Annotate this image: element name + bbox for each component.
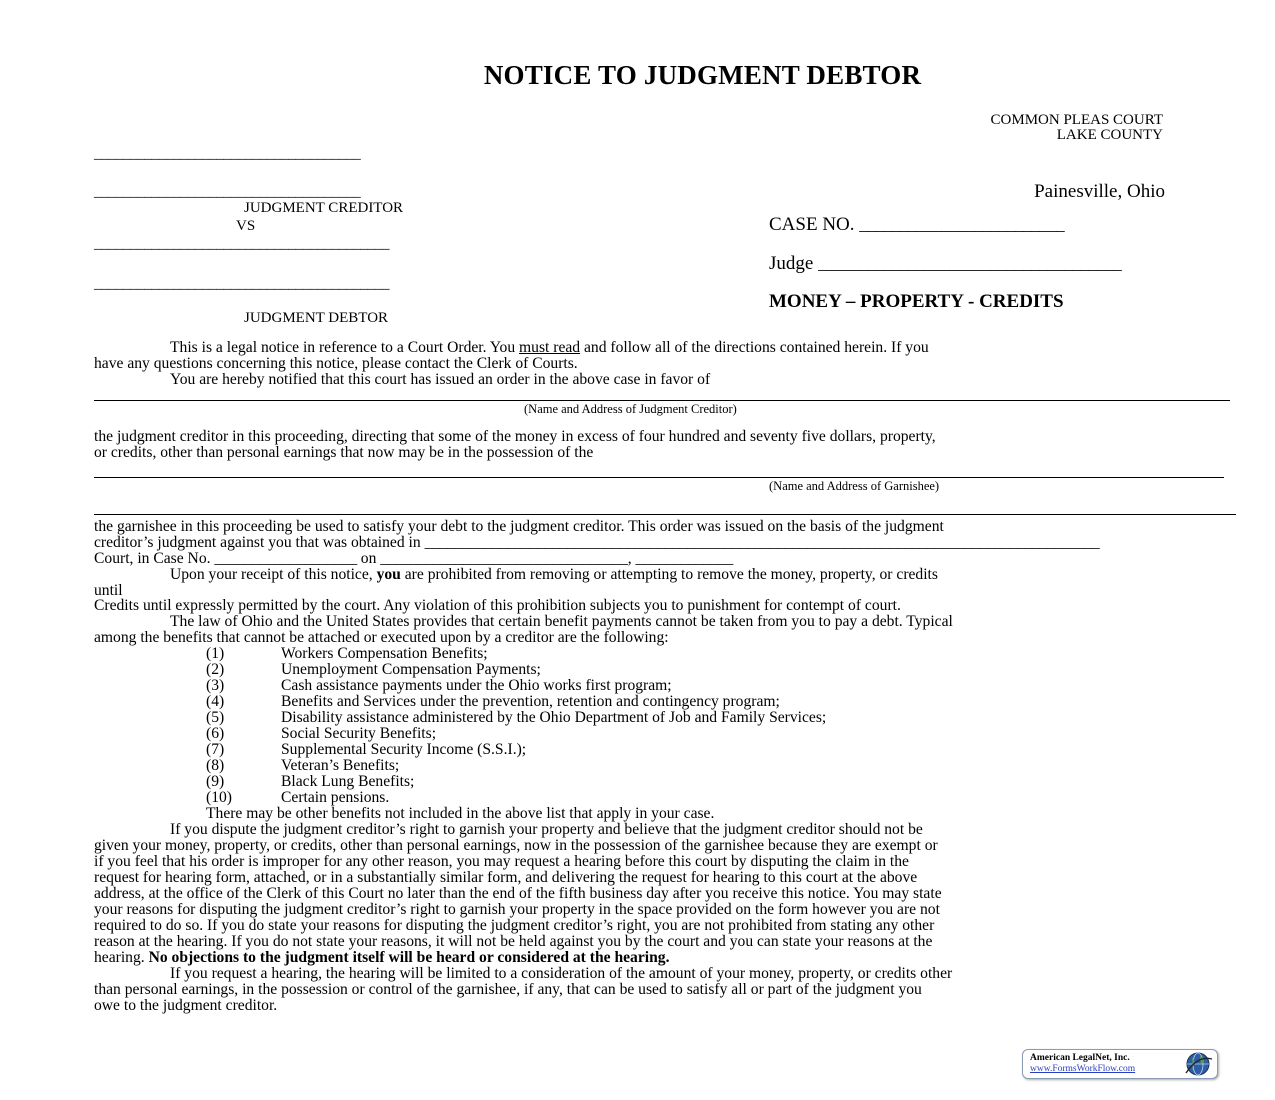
paragraph-5-line-3: Credits until expressly permitted by the court. Any violation of this prohibition subjects you to punishment for contempt of court. xyxy=(94,597,901,614)
document-title: NOTICE TO JUDGMENT DEBTOR xyxy=(483,60,922,90)
garnishee-address-line[interactable] xyxy=(94,514,1236,515)
judge-row xyxy=(769,253,1121,275)
paragraph-9-line-2: than personal earnings, in the possession or control of the garnishee, if any, that can be used to satisfy all or part of the judgment you xyxy=(94,981,922,998)
paragraph-3-line-2: or credits, other than personal earnings that now may be in the possession of the xyxy=(94,444,594,461)
publisher-name: American LegalNet, Inc. xyxy=(1030,1053,1130,1063)
debtor-name-blank[interactable]: _________________________________________ xyxy=(94,236,390,252)
court-name xyxy=(991,113,1163,143)
paragraph-6-line-1: The law of Ohio and the United States provides that certain benefit payments cannot be taken from you to pay a debt. Typical xyxy=(170,613,953,630)
judgment-debtor-label: JUDGMENT DEBTOR xyxy=(244,310,389,326)
paragraph-1-line-1: This is a legal notice in reference to a Court Order. You must read and follow all of the directions contained herein. If you xyxy=(170,339,929,356)
publisher-link[interactable]: www.FormsWorkFlow.com xyxy=(1030,1064,1136,1074)
list-item: (2) Unemployment Compensation Payments; xyxy=(206,661,541,678)
list-item: (7) Supplemental Security Income (S.S.I.); xyxy=(206,741,527,758)
paragraph-8-line-6: your reasons for disputing the judgment creditor’s right to garnish your property in the space provided on the form however you are not xyxy=(94,901,940,918)
creditor-name-blank[interactable]: _____________________________________ xyxy=(94,146,361,162)
must-read-emphasis: must read xyxy=(519,339,581,356)
paragraph-5-line-1: Upon your receipt of this notice, you are prohibited from removing or attempting to remove the money, property, or credits xyxy=(170,566,938,583)
paragraph-8-line-9: hearing. No objections to the judgment itself will be heard or considered at the hearing. xyxy=(94,949,670,966)
creditor-name-address-line[interactable] xyxy=(94,400,1230,401)
paragraph-4-line-2: creditor’s judgment against you that was obtained in __________________________________________________________________________________________ xyxy=(94,534,1100,551)
paragraph-6-line-2: among the benefits that cannot be attached or executed upon by a creditor are the following: xyxy=(94,629,669,646)
exempt-benefits-list xyxy=(206,646,826,806)
paragraph-8-line-2: given your money, property, or credits, other than personal earnings, now in the possession of the garnishee because they are exempt or xyxy=(94,837,938,854)
paragraph-9-line-3: owe to the judgment creditor. xyxy=(94,997,278,1014)
globe-icon xyxy=(1183,1051,1213,1077)
list-item: (3) Cash assistance payments under the Ohio works first program; xyxy=(206,677,672,694)
list-item: (9) Black Lung Benefits; xyxy=(206,773,415,790)
list-item: (8) Veteran’s Benefits; xyxy=(206,757,400,774)
judge-label: Judge xyxy=(769,253,814,274)
paragraph-4-line-3: Court, in Case No. ___________________ on _________________________________, _____________ xyxy=(94,550,733,567)
case-number-label: CASE NO. xyxy=(769,214,855,235)
judgment-date-blank[interactable]: _________________________________ xyxy=(380,550,628,567)
court-obtained-blank[interactable]: __________________________________________________________________________________________ xyxy=(424,534,1100,551)
garnishee-caption: (Name and Address of Garnishee) xyxy=(769,479,940,493)
paragraph-8-line-7: required to do so. If you do state your reasons for disputing the judgment creditor’s right, you are not prohibited from stating any other xyxy=(94,917,935,934)
debtor-address-blank[interactable]: _________________________________________ xyxy=(94,276,390,292)
case-number-blank[interactable]: _________________________ xyxy=(859,215,1065,234)
list-item: (6) Social Security Benefits; xyxy=(206,725,437,742)
court-location: Painesville, Ohio xyxy=(1034,181,1165,202)
paragraph-8-line-4: request for hearing form, attached, or in a substantially similar form, and delivering the request for hearing to this court at the above xyxy=(94,869,918,886)
versus-label: VS xyxy=(236,218,256,234)
judge-blank[interactable]: _____________________________________ xyxy=(818,254,1122,273)
list-item: (10) Certain pensions. xyxy=(206,789,390,806)
paragraph-7: There may be other benefits not included in the above list that apply in your case. xyxy=(206,805,715,822)
judgment-year-blank[interactable]: _____________ xyxy=(635,550,733,567)
paragraph-3-line-1: the judgment creditor in this proceeding, directing that some of the money in excess of four hundred and seventy five dollars, property, xyxy=(94,428,936,445)
paragraph-4-line-1: the garnishee in this proceeding be used to satisfy your debt to the judgment creditor. This order was issued on the basis of the judgment xyxy=(94,518,944,535)
case-number-row xyxy=(769,214,1064,236)
court-line-2: LAKE COUNTY xyxy=(1056,127,1163,143)
no-objections-emphasis: No objections to the judgment itself will be heard or considered at the hearing. xyxy=(148,949,670,966)
creditor-caption: (Name and Address of Judgment Creditor) xyxy=(524,402,737,416)
creditor-address-blank[interactable]: _____________________________________ xyxy=(94,184,361,200)
paragraph-8-line-3: if you feel that his order is improper for any other reason, you may request a hearing before this court by disputing the claim in the xyxy=(94,853,909,870)
paragraph-2: You are hereby notified that this court has issued an order in the above case in favor of xyxy=(170,371,711,388)
paragraph-8-line-5: address, at the office of the Clerk of this Court no later than the end of the fifth business day after you receive this notice. You may state xyxy=(94,885,942,902)
list-item: (4) Benefits and Services under the prevention, retention and contingency program; xyxy=(206,693,780,710)
court-line-1: COMMON PLEAS COURT xyxy=(990,112,1163,128)
paragraph-8-line-8: reason at the hearing. If you do not state your reasons, it will not be held against you by the court and you can state your reasons at the xyxy=(94,933,933,950)
you-emphasis: you xyxy=(376,566,401,583)
case-number-blank-2[interactable]: ___________________ xyxy=(214,550,357,567)
publisher-logo xyxy=(1022,1049,1218,1079)
garnishee-name-address-line[interactable] xyxy=(94,477,1224,478)
form-subtitle: MONEY – PROPERTY - CREDITS xyxy=(769,291,1064,312)
paragraph-9-line-1: If you request a hearing, the hearing will be limited to a consideration of the amount of your money, property, or credits other xyxy=(170,965,953,982)
list-item: (1) Workers Compensation Benefits; xyxy=(206,645,488,662)
paragraph-8-line-1: If you dispute the judgment creditor’s right to garnish your property and believe that the judgment creditor should not be xyxy=(170,821,923,838)
judgment-creditor-label: JUDGMENT CREDITOR xyxy=(244,200,404,216)
list-item: (5) Disability assistance administered by the Ohio Department of Job and Family Services; xyxy=(206,709,827,726)
paragraph-5-line-2: until xyxy=(94,582,123,599)
paragraph-1-line-2: have any questions concerning this notice, please contact the Clerk of Courts. xyxy=(94,355,578,372)
